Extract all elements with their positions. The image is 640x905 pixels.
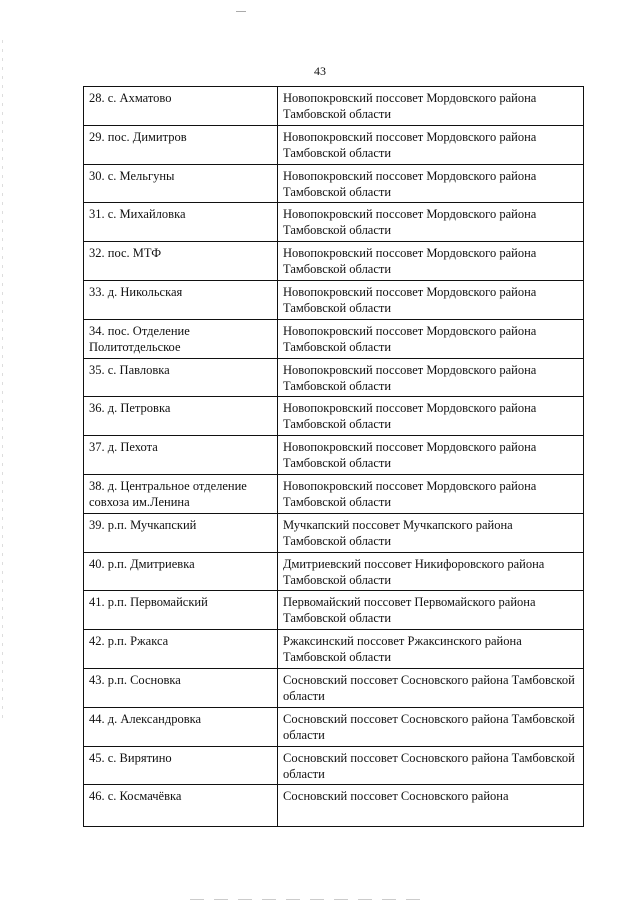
council-name-cell: Дмитриевский поссовет Никифоровского района Тамбовской области (278, 552, 584, 591)
table-row (84, 474, 584, 513)
council-name-cell: Сосновский поссовет Сосновского района Тамбовской области (278, 707, 584, 746)
settlement-name-cell: 46. с. Космачёвка (84, 785, 278, 827)
settlement-name-cell: 39. р.п. Мучкапский (84, 513, 278, 552)
scan-artifact-top (236, 11, 246, 12)
table-row (84, 513, 584, 552)
scan-artifact-left-edge (2, 40, 3, 720)
council-name-cell: Новопокровский поссовет Мордовского района Тамбовской области (278, 125, 584, 164)
settlement-name-cell: 41. р.п. Первомайский (84, 591, 278, 630)
settlement-name-cell: 35. с. Павловка (84, 358, 278, 397)
settlements-table (83, 86, 584, 827)
page-number: 43 (314, 64, 326, 78)
table-row (84, 591, 584, 630)
settlement-name-cell: 30. с. Мельгуны (84, 164, 278, 203)
council-name-cell: Ржаксинский поссовет Ржаксинского района Тамбовской области (278, 630, 584, 669)
settlement-name-cell: 42. р.п. Ржакса (84, 630, 278, 669)
settlement-name-cell: 33. д. Никольская (84, 280, 278, 319)
table-row (84, 707, 584, 746)
council-name-cell: Сосновский поссовет Сосновского района (278, 785, 584, 827)
settlement-name-cell: 28. с. Ахматово (84, 87, 278, 126)
settlement-name-cell: 38. д. Центральное отделение совхоза им.Ленина (84, 474, 278, 513)
council-name-cell: Новопокровский поссовет Мордовского района Тамбовской области (278, 319, 584, 358)
council-name-cell: Сосновский поссовет Сосновского района Тамбовской области (278, 746, 584, 785)
table-row (84, 668, 584, 707)
table-row (84, 87, 584, 126)
table-row (84, 242, 584, 281)
table-row (84, 203, 584, 242)
council-name-cell: Мучкапский поссовет Мучкапского района Тамбовской области (278, 513, 584, 552)
table-row (84, 164, 584, 203)
settlement-name-cell: 40. р.п. Дмитриевка (84, 552, 278, 591)
scan-artifact-bottom (190, 899, 430, 900)
table-row (84, 358, 584, 397)
settlement-name-cell: 43. р.п. Сосновка (84, 668, 278, 707)
council-name-cell: Новопокровский поссовет Мордовского района Тамбовской области (278, 203, 584, 242)
table-row (84, 552, 584, 591)
council-name-cell: Новопокровский поссовет Мордовского района Тамбовской области (278, 242, 584, 281)
settlements-table-container (83, 86, 583, 827)
council-name-cell: Первомайский поссовет Первомайского района Тамбовской области (278, 591, 584, 630)
table-row (84, 785, 584, 827)
settlement-name-cell: 37. д. Пехота (84, 436, 278, 475)
council-name-cell: Новопокровский поссовет Мордовского района Тамбовской области (278, 436, 584, 475)
settlement-name-cell: 34. пос. Отделение Политотдельское (84, 319, 278, 358)
settlement-name-cell: 31. с. Михайловка (84, 203, 278, 242)
council-name-cell: Новопокровский поссовет Мордовского района Тамбовской области (278, 280, 584, 319)
settlement-name-cell: 32. пос. МТФ (84, 242, 278, 281)
table-row (84, 125, 584, 164)
settlement-name-cell: 36. д. Петровка (84, 397, 278, 436)
table-row (84, 319, 584, 358)
council-name-cell: Новопокровский поссовет Мордовского района Тамбовской области (278, 474, 584, 513)
table-row (84, 436, 584, 475)
table-row (84, 630, 584, 669)
council-name-cell: Новопокровский поссовет Мордовского района Тамбовской области (278, 87, 584, 126)
settlement-name-cell: 44. д. Александровка (84, 707, 278, 746)
council-name-cell: Новопокровский поссовет Мордовского района Тамбовской области (278, 164, 584, 203)
table-row (84, 746, 584, 785)
settlement-name-cell: 29. пос. Димитров (84, 125, 278, 164)
council-name-cell: Сосновский поссовет Сосновского района Тамбовской области (278, 668, 584, 707)
table-row (84, 397, 584, 436)
table-row (84, 280, 584, 319)
council-name-cell: Новопокровский поссовет Мордовского района Тамбовской области (278, 358, 584, 397)
council-name-cell: Новопокровский поссовет Мордовского района Тамбовской области (278, 397, 584, 436)
settlements-table-body (84, 87, 584, 827)
settlement-name-cell: 45. с. Вирятино (84, 746, 278, 785)
